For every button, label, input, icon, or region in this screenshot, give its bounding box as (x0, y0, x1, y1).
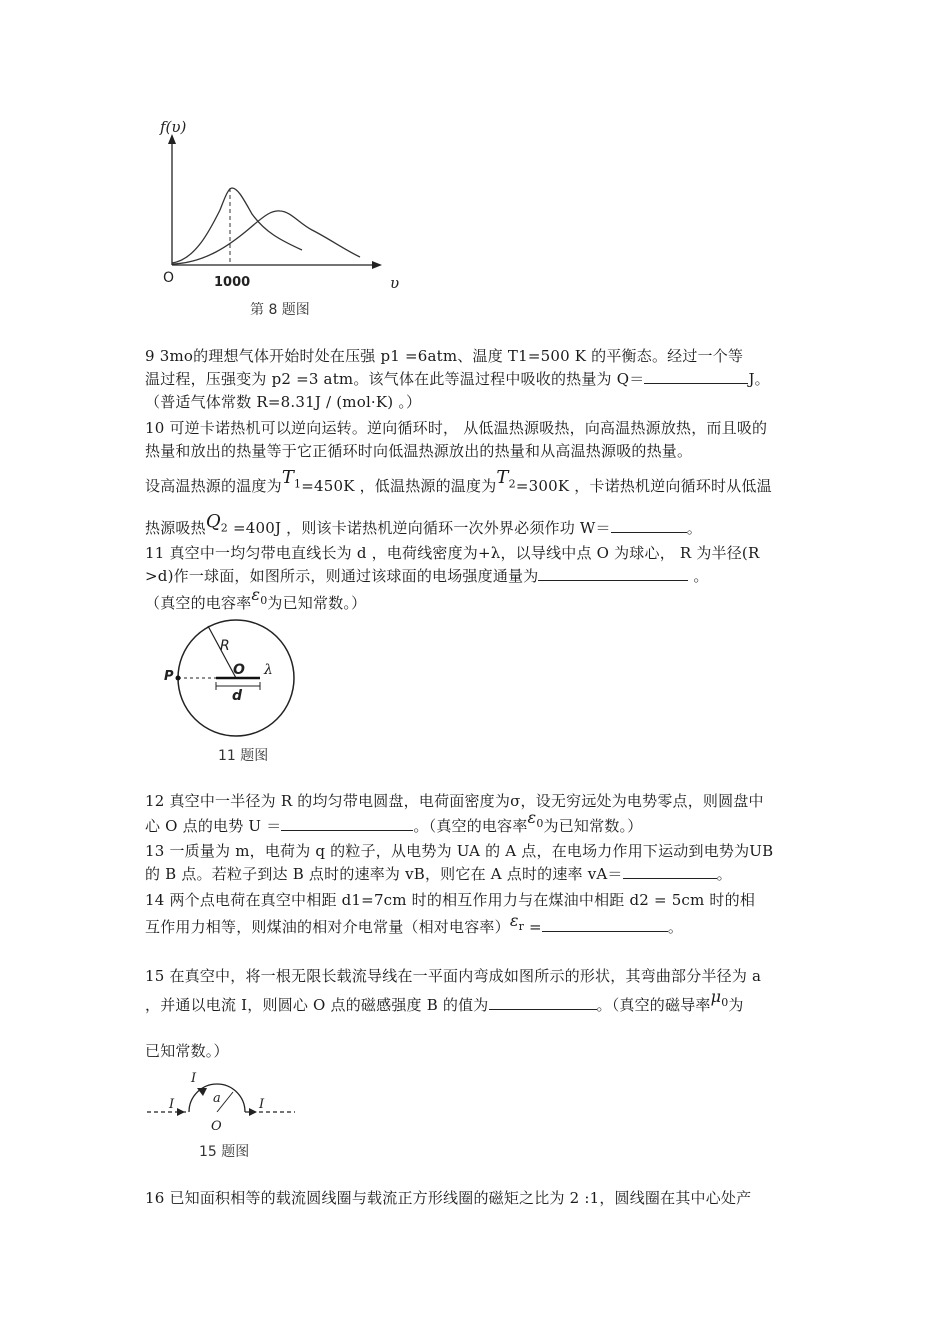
q13-answer-blank (623, 864, 717, 879)
mu-subscript: 0 (721, 996, 729, 1010)
label-o: O (233, 662, 245, 678)
q11-text-c: （真空的电容率 (145, 594, 252, 612)
q9-text: 温过程，压强变为 p2 =3 atm。该气体在此等温过程中吸收的热量为 Q＝ (145, 370, 645, 388)
q13-line-2 (145, 864, 732, 884)
q12-line-1: 12 真空中一半径为 R 的均匀带电圆盘，电荷面密度为σ，设无穷远处为电势零点，则圆盘中 (145, 792, 764, 810)
figure-8-maxwell-distribution (150, 110, 410, 330)
q10-text-d: 热源吸热 (145, 519, 206, 537)
q10-text-f: 。 (686, 519, 702, 537)
t2-symbol (496, 468, 515, 495)
q11-answer-blank (538, 566, 688, 581)
q10-text-b: =450K ，低温热源的温度为 (301, 477, 497, 495)
point-p (176, 676, 181, 681)
origin-label: O (163, 270, 175, 286)
q9-unit: J。 (748, 370, 770, 388)
figure-8-caption: 第 8 题图 (250, 302, 310, 318)
q10-line-3 (145, 467, 772, 503)
label-r: R (220, 638, 230, 654)
q12-text-c: 为已知常数。） (543, 817, 643, 835)
label-i-right: I (259, 1097, 265, 1112)
t1-symbol (282, 468, 301, 495)
q12-text-b: 。（真空的电容率 (413, 817, 528, 835)
q11-line-2 (145, 566, 709, 586)
q15-line-3: 已知常数。） (145, 1042, 229, 1060)
q14-text-b: = (524, 918, 542, 936)
figure-15-caption: 15 题图 (199, 1144, 250, 1160)
label-i-left: I (169, 1097, 175, 1112)
q15-answer-blank (489, 995, 597, 1010)
epsilon-subscript: 0 (260, 594, 268, 608)
q14-text-c: 。 (667, 918, 684, 936)
t2-subscript: 2 (508, 477, 516, 491)
y-axis-label: f(υ) (160, 118, 187, 136)
q9-answer-blank (644, 369, 748, 384)
mu-letter: μ (710, 987, 722, 1006)
q11-text-b: 。 (688, 567, 709, 585)
q9-line-3: （普适气体常数 R=8.31J / (mol·K) 。） (145, 393, 422, 411)
label-i-top: I (191, 1071, 197, 1086)
label-d: d (232, 688, 243, 704)
q12-line-2 (145, 808, 643, 842)
q10-line-4 (145, 511, 702, 545)
q2-symbol (206, 512, 228, 539)
curve-low-temperature (172, 188, 302, 263)
x-axis-label: υ (390, 274, 400, 292)
q13-text-b: 。 (716, 865, 732, 883)
right-current-arrow (249, 1108, 257, 1116)
q15-line-1: 15 在真空中，将一根无限长载流导线在一平面内弯成如图所示的形状，其弯曲部分半径为 a (145, 967, 762, 985)
q13-line-1: 13 一质量为 m，电荷为 q 的粒子，从电势为 UA 的 A 点，在电场力作用下运动到电势为UB (145, 842, 774, 860)
t1-letter: T (281, 467, 295, 488)
q9-line-2 (145, 369, 770, 389)
x-tick-1000: 1000 (214, 275, 251, 290)
q14-line-2 (145, 911, 684, 943)
q15-text-a: ，并通以电流 I，则圆心 O 点的磁感强度 B 的值为 (145, 996, 489, 1014)
epsilon-r-symbol (510, 911, 524, 937)
q9-line-1: 9 3mo的理想气体开始时处在压强 p1 =6atm、温度 T1=500 K 的平衡态。经过一个等 (145, 347, 744, 365)
epsilon-subscript-q14: r (518, 920, 525, 934)
q11-text-d: 为已知常数。） (267, 594, 367, 612)
q2-letter: Q (205, 511, 221, 532)
epsilon0-symbol (251, 585, 267, 611)
arc-current-arrow (197, 1088, 207, 1096)
q14-text-a: 互作用力相等，则煤油的相对介电常量（相对电容率） (145, 918, 510, 936)
q10-line-1: 10 可逆卡诺热机可以逆向运转。逆向循环时， 从低温热源吸热，向高温热源放热，而且吸的 (145, 419, 768, 437)
mu0-symbol (711, 987, 729, 1013)
label-a: a (213, 1091, 221, 1106)
q12-text-a: 心 O 点的电势 U ＝ (145, 817, 282, 835)
label-p: P (164, 669, 174, 684)
q14-answer-blank (542, 917, 668, 932)
epsilon0-symbol-q12 (528, 808, 544, 834)
figure-11-caption: 11 题图 (218, 748, 269, 764)
q13-text-a: 的 B 点。若粒子到达 B 点时的速率为 vB，则它在 A 点时的速率 vA＝ (145, 865, 623, 883)
epsilon-letter-q12: ε (527, 808, 537, 827)
epsilon-subscript-q12: 0 (536, 817, 544, 831)
q14-line-1: 14 两个点电荷在真空中相距 d1=7cm 时的相互作用力与在煤油中相距 d2 = 5cm 时的相 (145, 891, 756, 909)
q10-text-a: 设高温热源的温度为 (145, 477, 282, 495)
q16-line-1: 16 已知面积相等的载流圆线圈与载流正方形线圈的磁矩之比为 2 :1，圆线圈在其中心处产 (145, 1189, 752, 1207)
t2-letter: T (496, 467, 509, 488)
q15-text-c: 为 (728, 996, 744, 1014)
q15-line-2 (145, 987, 744, 1021)
q10-answer-blank (611, 518, 687, 533)
q10-text-c: =300K ，卡诺热机逆向循环时从低温 (515, 477, 772, 495)
q11-line-1: 11 真空中一均匀带电直线长为 d ，电荷线密度为+λ，以导线中点 O 为球心， R 为半径(R (145, 544, 760, 562)
q12-answer-blank (281, 816, 413, 831)
label-lambda: λ (264, 662, 273, 678)
left-current-arrow (177, 1108, 185, 1116)
q10-text-e: =400J ，则该卡诺热机逆向循环一次外界必须作功 W＝ (227, 519, 611, 537)
epsilon-letter-q14: ε (509, 911, 519, 930)
q10-line-2: 热量和放出的热量等于它正循环时向低温热源放出的热量和从高温热源吸的热量。 (145, 442, 693, 460)
curve-high-temperature (172, 211, 360, 264)
figure-11-sphere (160, 612, 320, 772)
epsilon-letter: ε (251, 585, 261, 604)
figure-15-bent-wire (145, 1062, 315, 1167)
t1-subscript: 1 (294, 477, 302, 491)
label-o: O (211, 1119, 222, 1134)
x-axis-arrow (372, 261, 382, 269)
q15-text-b: 。（真空的磁导率 (596, 996, 711, 1014)
q11-text-a: >d)作一球面，如图所示，则通过该球面的电场强度通量为 (145, 567, 539, 585)
q2-subscript: 2 (220, 521, 228, 535)
